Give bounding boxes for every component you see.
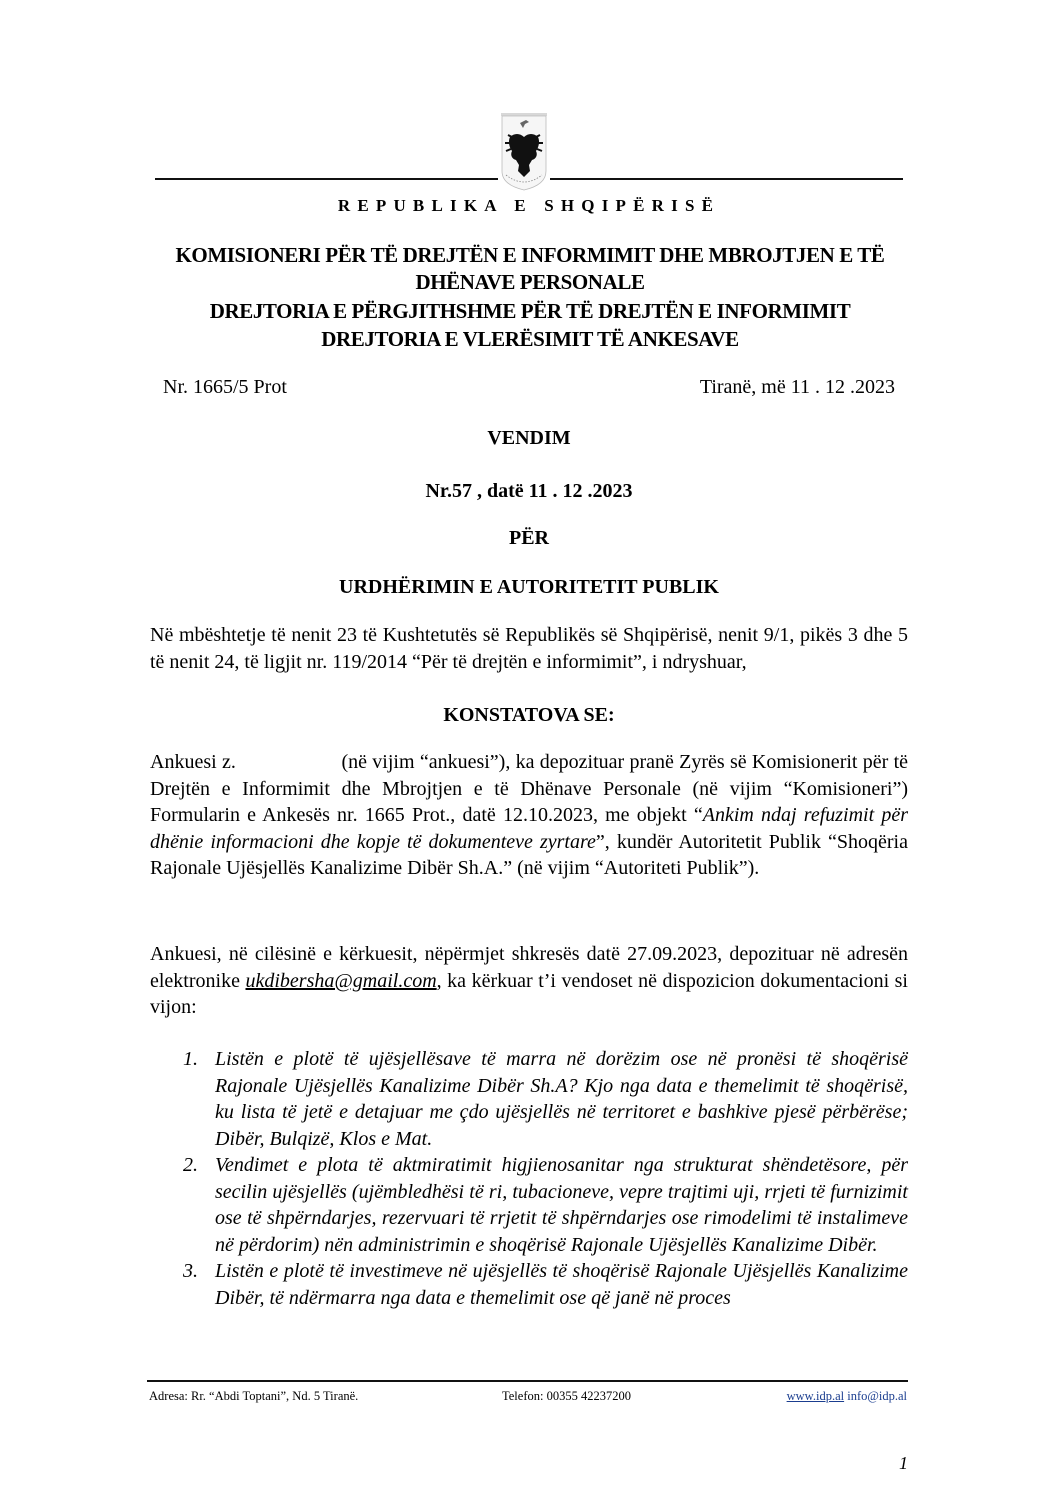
- complaint-object-italic: Ankim ndaj refuzimit për dhënie informacioni dhe kopje të dokumenteve zyrtare: [150, 804, 908, 853]
- website-link[interactable]: www.idp.al: [786, 1389, 845, 1403]
- list-item-number: 2.: [183, 1154, 198, 1176]
- complaint-paragraph: [150, 749, 913, 882]
- list-item: [150, 1046, 908, 1152]
- protocol-number: Nr. 1665/5 Prot: [163, 376, 287, 398]
- decision-number-date: Nr.57 , datë 11 . 12 .2023: [425, 480, 633, 502]
- institution-line-1: KOMISIONERI PËR TË DREJTËN E INFORMIMIT DHE MBROJTJEN E TË: [175, 243, 885, 267]
- institution-line-4: DREJTORIA E VLERËSIMIT TË ANKESAVE: [321, 327, 739, 351]
- request-text-1: Ankuesi, në cilësinë e kërkuesit, nëpërmjet shkresës datë 27.09.2023, depozituar në adresën elektronike: [150, 943, 908, 992]
- list-item-text: Listën e plotë të investimeve në ujësjellës të shoqërisë Rajonale Ujësjellës Kanalizime Dibër, të ndërmarra nga data e themelimit ose që janë në proces: [215, 1260, 908, 1309]
- konstatova-heading: KONSTATOVA SE:: [443, 704, 615, 726]
- list-item-number: 1.: [183, 1048, 198, 1070]
- albanian-coat-of-arms-icon: [500, 113, 548, 191]
- email-link[interactable]: info@idp.al: [847, 1389, 907, 1403]
- footer-links: [787, 1389, 907, 1404]
- decision-per: PËR: [509, 527, 549, 549]
- legal-basis-paragraph: Në mbështetje të nenit 23 të Kushtetutës së Republikës së Shqipërisë, nenit 9/1, pikës 3 dhe 5 të nenit 24, të ligjit nr. 119/2014 “Për të drejtën e informimit”, i ndryshuar,: [150, 624, 908, 673]
- footer-phone: Telefon: 00355 42237200: [502, 1389, 631, 1403]
- list-item: [150, 1152, 908, 1258]
- request-paragraph: [150, 941, 908, 1021]
- decision-subject: URDHËRIMIN E AUTORITETIT PUBLIK: [339, 576, 719, 598]
- list-item-text: Vendimet e plota të aktmiratimit higjienosanitar nga strukturat shëndetësore, për secilin ujësjellës (ujëmbledhësi të ri, tubacioneve, vepre trajtimi uji, rrjeti të furnizimit ose të shpërndarjes, rezervuari të rrjetit të shpërndarjes ose rimodelimi të instalimeve në përdorim) nën administrimin e shoqërisë Rajonale Ujësjellës Kanalizime Dibër.: [215, 1154, 908, 1256]
- list-item: [150, 1258, 908, 1311]
- list-item-text: Listën e plotë të ujësjellësave të marra në dorëzim ose në pronësi të shoqërisë Rajonale Ujësjellës Kanalizime Dibër Sh.A? Kjo nga data e themelimit të shoqërisë, ku lista të jetë e detajuar me çdo ujësjellës në territoret e bashkive pjesë përbërëse; Dibër, Bulqizë, Klos e Mat.: [215, 1048, 908, 1150]
- requests-list: [150, 1046, 908, 1311]
- institution-line-2: DHËNAVE PERSONALE: [415, 270, 645, 294]
- footer-rule: [147, 1380, 908, 1382]
- complaint-text-2: ”, kundër Autoritetit Publik “Shoqëria Rajonale Ujësjellës Kanalizime Dibër Sh.A.” (në vijim “Autoriteti Publik”).: [150, 830, 908, 879]
- republic-heading: REPUBLIKA E SHQIPËRISË: [337, 196, 721, 215]
- page-number: 1: [899, 1453, 908, 1473]
- complaint-text-1: Ankuesi z. (në vijim “ankuesi”), ka depozituar pranë Zyrës së Komisionerit për të Drejtën e Informimit dhe Mbrojtjen e të Dhënave Personale (në vijim “Komisioneri”) Formularin e Ankesës nr. 1665 Prot., datë 12.10.2023, me objekt “: [150, 751, 913, 826]
- place-date: Tiranë, më 11 . 12 .2023: [699, 376, 895, 398]
- list-item-number: 3.: [183, 1260, 198, 1282]
- decision-title: VENDIM: [487, 427, 571, 449]
- institution-line-3: DREJTORIA E PËRGJITHSHME PËR TË DREJTËN E INFORMIMIT: [209, 299, 851, 323]
- authority-email-link[interactable]: ukdibersha@gmail.com: [245, 969, 437, 992]
- footer-address: Adresa: Rr. “Abdi Toptani”, Nd. 5 Tiranë.: [149, 1389, 359, 1403]
- request-text-2: , ka kërkuar t’i vendoset në dispozicion dokumentacioni si vijon:: [150, 969, 908, 1018]
